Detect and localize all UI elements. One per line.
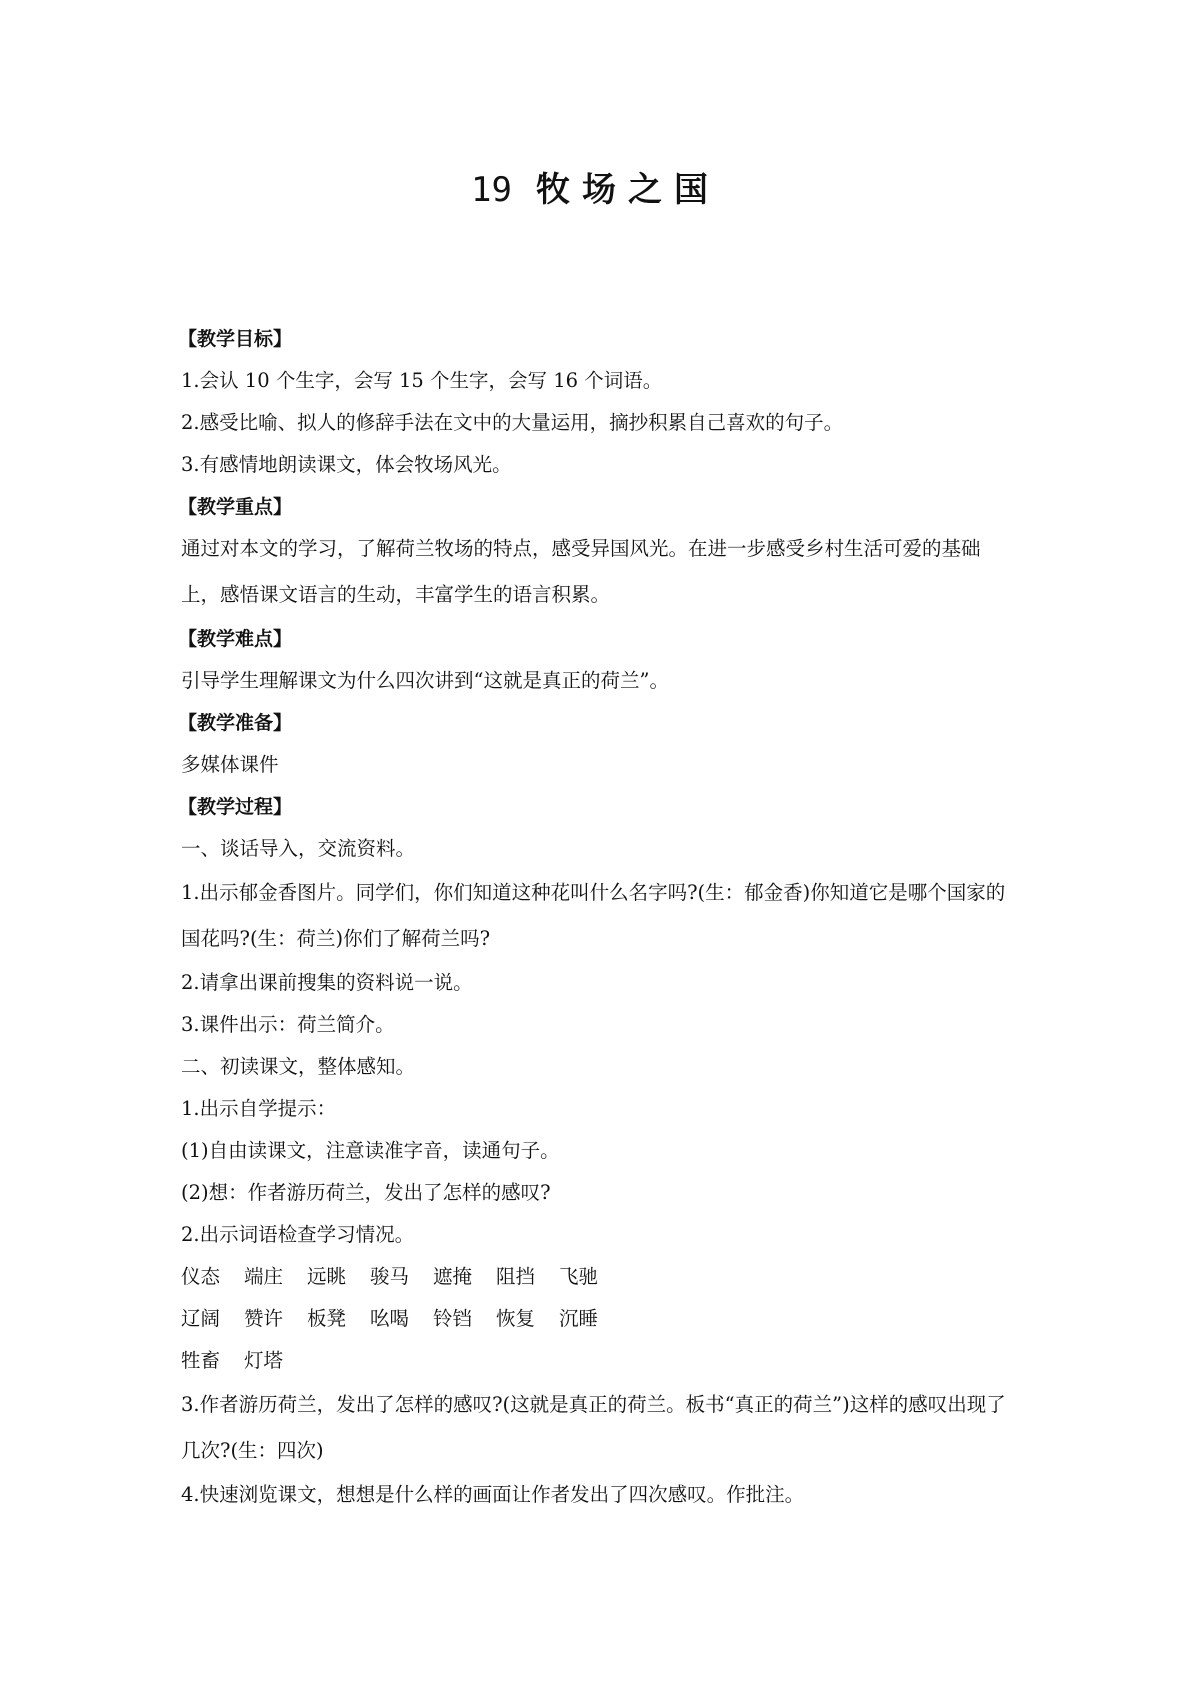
vocab-word: 灯塔: [244, 1349, 284, 1372]
goal-item: 3.有感情地朗读课文，体会牧场风光。: [181, 453, 512, 476]
vocab-word: 仪态: [181, 1265, 221, 1288]
difficulty-heading: 【教学难点】: [178, 628, 293, 650]
vocab-word: 恢复: [496, 1307, 536, 1330]
vocab-word: 沉睡: [559, 1307, 599, 1330]
vocab-word: 遮掩: [433, 1265, 473, 1288]
lesson-plan-body: [178, 318, 1011, 1516]
difficulty-text: 引导学生理解课文为什么四次讲到“这就是真正的荷兰”。: [181, 669, 669, 692]
part1-item: 2.请拿出课前搜集的资料说一说。: [181, 971, 473, 994]
vocab-word: 铃铛: [433, 1307, 473, 1330]
part2-item: 2.出示词语检查学习情况。: [181, 1223, 415, 1246]
part1-item: 3.课件出示：荷兰简介。: [181, 1013, 395, 1036]
vocab-word: 辽阔: [181, 1307, 221, 1330]
lesson-number: 19: [471, 170, 512, 210]
vocabulary-row: [181, 1340, 1011, 1382]
part2-subitem: (1)自由读课文，注意读准字音，读通句子。: [181, 1139, 560, 1162]
goal-item: 2.感受比喻、拟人的修辞手法在文中的大量运用，摘抄积累自己喜欢的句子。: [181, 411, 844, 434]
part1-title: 一、谈话导入，交流资料。: [181, 837, 416, 860]
part2-title: 二、初读课文，整体感知。: [181, 1055, 416, 1078]
vocab-word: 板凳: [307, 1307, 347, 1330]
part1-item: 1.出示郁金香图片。同学们，你们知道这种花叫什么名字吗?(生：郁金香)你知道它是哪个国家的国花吗?(生：荷兰)你们了解荷兰吗?: [181, 881, 1006, 950]
key-points-text: 通过对本文的学习，了解荷兰牧场的特点，感受异国风光。在进一步感受乡村生活可爱的基础上，感悟课文语言的生动，丰富学生的语言积累。: [181, 537, 981, 606]
vocab-word: 端庄: [244, 1265, 284, 1288]
key-points-heading: 【教学重点】: [178, 496, 293, 518]
goals-heading: 【教学目标】: [178, 328, 293, 350]
preparation-text: 多媒体课件: [181, 753, 279, 776]
lesson-title: 牧场之国: [535, 170, 720, 210]
preparation-heading: 【教学准备】: [178, 712, 293, 734]
goal-item: 1.会认 10 个生字，会写 15 个生字，会写 16 个词语。: [181, 369, 663, 392]
vocab-word: 赞许: [244, 1307, 284, 1330]
vocab-word: 骏马: [370, 1265, 410, 1288]
vocabulary-row: [181, 1256, 1011, 1298]
page-title: [0, 162, 1191, 211]
vocab-word: 牲畜: [181, 1349, 221, 1372]
vocab-word: 吆喝: [370, 1307, 410, 1330]
part2-subitem: (2)想：作者游历荷兰，发出了怎样的感叹?: [181, 1181, 551, 1204]
vocab-word: 阻挡: [496, 1265, 536, 1288]
vocabulary-row: [181, 1298, 1011, 1340]
process-heading: 【教学过程】: [178, 796, 293, 818]
part2-item: 1.出示自学提示：: [181, 1097, 337, 1120]
vocab-word: 远眺: [307, 1265, 347, 1288]
part2-item: 3.作者游历荷兰，发出了怎样的感叹?(这就是真正的荷兰。板书“真正的荷兰”)这样的感叹出现了几次?(生：四次): [181, 1393, 1006, 1462]
part2-item: 4.快速浏览课文，想想是什么样的画面让作者发出了四次感叹。作批注。: [181, 1483, 805, 1506]
vocab-word: 飞驰: [559, 1265, 599, 1288]
